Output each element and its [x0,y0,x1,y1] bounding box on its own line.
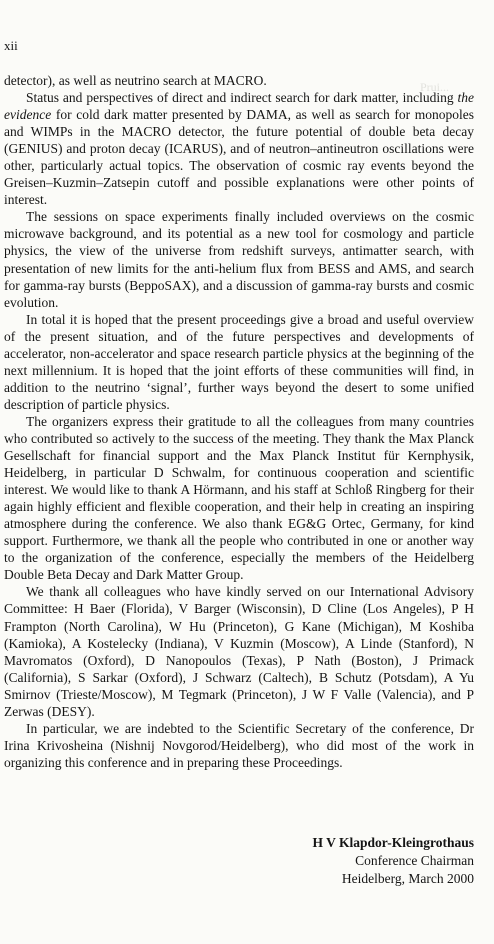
page-number: xii [4,38,18,53]
signature-name: H V Klapdor-Kleingrothaus [312,835,474,850]
signature-role: Conference Chairman [355,853,474,868]
watermark: Prui... [420,80,450,94]
emphasis-text: the evidence [4,90,474,123]
paragraph-4: In total it is hoped that the present proceedings give a broad and useful overview of the present situation, and of the future perspectives and developments of accelerator, non-accelerator and space research particle physics at the beginning of the next millennium. It is hoped that the joint efforts of these communities will find, in addition to the neutrino ‘signal’, further ways beyond the desert to some unified description of particle physics. [4,311,474,412]
paragraph-1: detector), as well as neutrino search at MACRO. [4,73,267,88]
paragraph-6: We thank all colleagues who have kindly served on our International Advisory Committee: H Baer (Florida), V Barger (Wisconsin), D Cline (Los Angeles), P H Frampton (North Carolina), W Hu (Princeton), G Kane (Michigan), M Koshiba (Kamioka), A Kostelecky (Indiana), V Kuzmin (Moscow), A Linde (Stanford), N Mavromatos (Oxford), D Nanopoulos (Texas), P Nath (Boston), J Primack (California), S Sarkar (Oxford), J Schwarz (Caltech), B Schutz (Potsdam), A Yu Smirnov (Trieste/Moscow), M Tegmark (Princeton), J W F Valle (Valencia), and P Zerwas (DESY). [4,584,474,719]
paragraph-7: In particular, we are indebted to the Scientific Secretary of the conference, Dr Irina Krivosheina (Nishnij Novgorod/Heidelberg), who did most of the work in organizing this conference and in preparing these Proceedings. [4,720,474,770]
signature-block [312,834,474,888]
paragraph-2: Status and perspectives of direct and indirect search for dark matter, including the evidence for cold dark matter presented by DAMA, as well as search for monopoles and WIMPs in the MACRO detector, the future potential of double beta decay (GENIUS) and proton decay (ICARUS), and of neutron–antineutron oscillations were other, particularly actual topics. The observation of cosmic ray events beyond the Greisen–Kuzmin–Zatsepin cutoff and possible explanations were other points of interest. [4,90,474,208]
paragraph-3: The sessions on space experiments finally included overviews on the cosmic microwave background, and its potential as a new tool for cosmology and particle physics, the view of the universe from redshift surveys, antimatter search, with presentation of new limits for the anti-helium flux from BESS and AMS, and search for gamma-ray bursts (BeppoSAX), and a discussion of gamma-ray bursts and cosmic evolution. [4,209,474,310]
body-text [4,72,474,771]
signature-place-date: Heidelberg, March 2000 [341,871,474,886]
paragraph-5: The organizers express their gratitude to all the colleagues from many countries who contributed so actively to the success of the meeting. They thank the Max Planck Gesellschaft for financial support and the Max Planck Institut für Kernphysik, Heidelberg, in particular D Schwalm, for continuous cooperation and scientific interest. We would like to thank A Hörmann, and his staff at Schloß Ringberg for their again highly efficient and flexible cooperation, and their help in creating an inspiring atmosphere during the conference. We also thank EG&G Ortec, Germany, for kind support. Furthermore, we thank all the people who contributed in one or another way to the organization of the conference, especially the members of the Heidelberg Double Beta Decay and Dark Matter Group. [4,413,474,583]
